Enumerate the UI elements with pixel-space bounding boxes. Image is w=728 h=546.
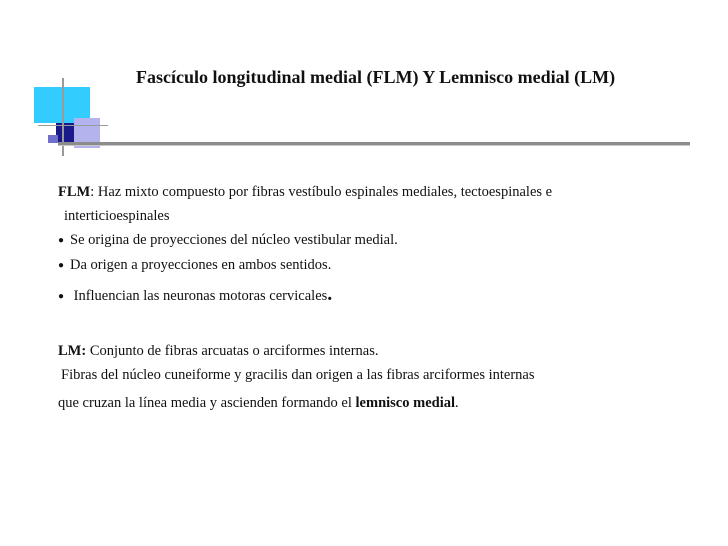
lm-line-3-text: que cruzan la línea media y ascienden formando el	[58, 395, 356, 411]
flm-bullet-3-text: Influencian las neuronas motoras cervicales	[73, 288, 328, 304]
lm-bold-term: lemnisco medial	[355, 395, 456, 411]
deco-horizontal-line	[38, 125, 108, 126]
slide-title: Fascículo longitudinal medial (FLM) Y Lemnisco medial (LM)	[136, 67, 616, 87]
title-divider	[58, 142, 690, 146]
flm-definition-text: : Haz mixto compuesto por fibras vestíbulo espinales mediales, tectoespinales e	[90, 184, 553, 200]
lm-definition	[58, 339, 698, 363]
flm-definition	[58, 180, 698, 204]
lm-definition-text: Conjunto de fibras arcuatas o arciformes internas.	[86, 343, 379, 359]
deco-square-navy	[56, 123, 74, 143]
lm-line-3-end: .	[455, 395, 459, 411]
flm-definition-continuation: interticioespinales	[64, 208, 170, 224]
lm-line-2: Fibras del núcleo cuneiforme y gracilis dan origen a las fibras arciformes internas	[61, 367, 535, 383]
deco-square-periwinkle	[48, 135, 58, 143]
lm-line-3	[58, 391, 698, 415]
flm-bullet-1: ● Se origina de proyecciones del núcleo vestibular medial.	[58, 228, 698, 253]
slide-body	[58, 180, 698, 415]
lm-term: LM:	[58, 343, 87, 359]
flm-bullet-3	[58, 284, 698, 309]
flm-bullet-2: ● Da origen a proyecciones en ambos sentidos.	[58, 253, 698, 278]
flm-bullet-3-end: .	[327, 283, 333, 305]
flm-term: FLM	[58, 184, 91, 200]
